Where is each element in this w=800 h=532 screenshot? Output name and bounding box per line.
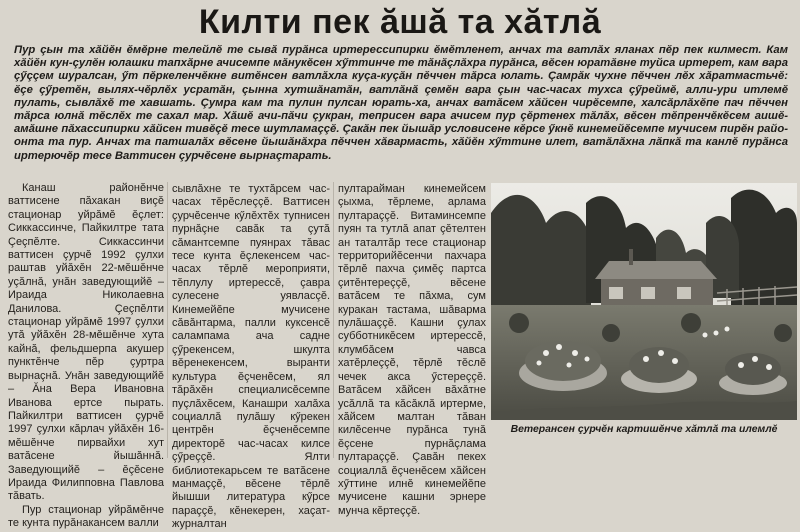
article-photo [491, 183, 797, 420]
paragraph: сывлăхне те тухтăрсем час-часах тĕрĕслеççĕ. Ваттисен çурчĕсенче кӳлĕхтĕх тупнисен пурнăçне савăк та çутă сăмантсемпе пуянрах тăвас тесе кунта ĕçлекенсем час-часах тĕрлĕ мероприяти, тĕплулу иртерессĕ, çавра сулесене уявласçĕ. Кинемейĕпе мучисене сăвăнтарма, палли куксенсĕ салампама ача садне çӳрекенсем, шкулта вĕренекенсем, выранти культура ĕçченĕсем, ял тăрăхĕн специалисĕсемпе пуçлăхĕсем, Канашри халăха социаллă пулăшу кӳрекен центрĕн ĕçченĕсемпе директорĕ час-часах килсе çӳреççĕ. Ялти библиотекарьсем те ватăсене манмаççĕ, вĕсене тĕрлĕ йышши литература кӳрсе параççĕ, кĕнекерен, хаçат-журналтан [172, 183, 330, 531]
article-column-3 [338, 183, 486, 518]
paragraph: Канаш районĕнче ваттисене пăхакан виçĕ стационар уйрăмĕ ĕçлет: Сиккассинче, Пайкилтре тата Çеçпĕлте. Сиккассинчи ваттисен çурчĕ 1992 çулхи раштав уйăхĕн 22-мĕшĕнче уçăлнă, унăн заведующийĕ – Ираида Николаевна Данилова. Çеçпĕлти стационар уйрăмĕ 1997 çулхи утă уйăхĕн 28-мĕшĕнче хута кайнă, фельдшерпа акушер пунктĕнче пĕр çуртра вырнаçнă. Унăн заведующийĕ – Ăна Вера Ивановна Иванова ертсе пырать. Пайкилтри ваттисен çурчĕ 1997 çулхи кăрлач уйăхĕн 16-мĕшĕнче пирвайхи хут ватăсене йышăннă. Заведующийĕ – ĕçĕсене Ираида Филипповна Павлова тăвать. [8, 182, 164, 503]
article-lead: Пур çын та хăйĕн ĕмĕрне телейлĕ те сывă пурăнса иртерессипирки ĕмĕтленет, анчах та ватлăх яланах пĕр пек килмест. Кам хăйĕн кун-çулĕн юлашки тапхăрне ачисемпе мăнукĕсен хӳттинче те тăнăçлăхра пурăнса, вĕсен юратăвне туйса иртерет, кам вара çӳççем шуралсан, ӳт пĕркеленчĕкне витĕнсен ватлăхла куçа-куçăн пĕччен тăрса юлать. Çамрăк чухне пĕччен лĕх хăратмастьчĕ: ĕçе çӳретĕн, вылях-чĕрлĕх усратăн, çынна хутшăнатăн, ватлăнă çемĕн вара çын час-часах тухса çӳреймĕ, алли-ури итлемĕ пулать, сывлăхĕ те хавшать. Çумра кам та пулин пулсан юрать-ха, анчах ватăсем хăйсен чирĕсемпе, халсăрлăхĕпе пач пĕччен тăрса юлнă тĕслĕх те сахал мар. Хăшĕ ачи-пăчи çукран, теприсен вара ачисем пур çĕртенех тăлăх, вĕсен тĕпренчĕкĕсем аишĕ-амăшне пăхассипирки хăйсен тивĕçĕ тесе шутламаççĕ. Çакăн пек йышăр условисене кĕрсе ӳкнĕ кинемейĕсемпе мучисем пирĕн райо-онта та пур. Анчах та патшалăх вĕсене йышăнăхра пĕччен хăвармасть, хăйĕн хӳттине илет, ватăлăхна лăпкă та канлĕ пурăнса иртерючĕр тесе Ваттисен çурчĕсене вырнаçтарать. [14, 44, 788, 162]
garden-house-image [491, 183, 797, 420]
paragraph: пултарайман кинемейсем çыхма, тĕрлеме, арлама пултараççĕ. Витаминсемпе пуян та тутлă апат çĕтелтен ан таталтăр тесе стационар территорийĕсенчи пахчара тĕрлĕ пахча çимĕç партса çитĕнтереççĕ, вĕсене ватăсем те пăхма, сум куракан тастама, шăварма пулăшаççĕ. Кашни çулах субботникĕсем иртерессĕ, клумбăсем чавса хатĕрлеççĕ, тĕрлĕ тĕслĕ чечек акса ӳстереççĕ. Ватăсем хăйсен вăхăтне усăллă та кăсăклă иртерме, хăйсем малтан тăван килĕсенче пурăнса тунă ĕçсене пурнăçлама пултараççĕ. Çавăн пекех социаллă ĕçченĕсем хăйсен хӳттине илнĕ кинемейĕпе мучисене кашни эрнере мунча кĕртеççĕ. [338, 183, 486, 517]
column-divider [167, 182, 168, 458]
article-column-2 [172, 183, 330, 532]
article-headline: Килти пек ăшă та хăтлă [198, 3, 602, 41]
photo-caption: Ветерансен çурчĕн картишĕнче хăтлă та илемлĕ [510, 424, 778, 435]
column-divider [333, 182, 334, 458]
paragraph: Пур стационар уйрăмĕнче те кунта пурăнакансем валли [8, 503, 164, 530]
article-column-1 [8, 182, 164, 531]
